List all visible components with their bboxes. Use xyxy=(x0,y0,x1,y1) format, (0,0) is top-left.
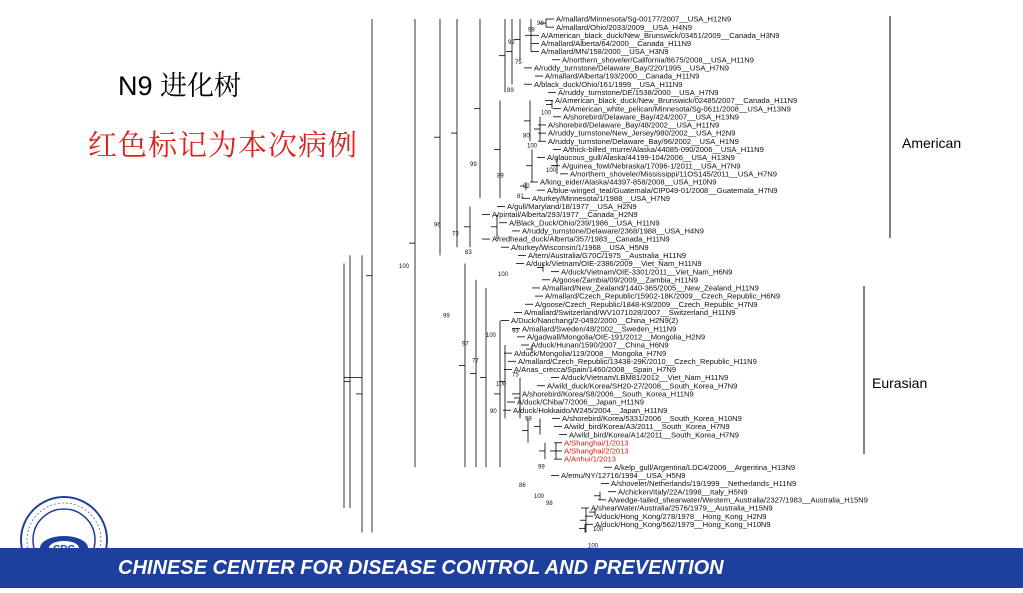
leaf-label: A/duck/Hokkaido/W245/2004__Japan_H11N9 xyxy=(513,405,668,415)
bootstrap-label: 93 xyxy=(512,328,519,335)
leaf-label: A/wedge-tailed_shearwater/Western_Australia/2327/1983__Australia_H15N9 xyxy=(608,495,868,505)
bootstrap-label: 100 xyxy=(588,543,599,548)
leaf-label: A/American_black_duck/New_Brunswick/02485/2007__Canada_H11N9 xyxy=(555,96,798,106)
leaf-label: A/mallard/Minnesota/Sg-00177/2007__USA_H12N9 xyxy=(556,14,732,24)
leaf-label: A/guinea_fowl/Nebraska/17096-1/2011__USA_H7N9 xyxy=(562,161,741,171)
leaf-label: A/Duck/Nanchang/2-0492/2000__China_H2N9(2) xyxy=(511,316,679,326)
slide-subtitle: 红色标记为本次病例 xyxy=(88,130,359,162)
bootstrap-label: 100 xyxy=(498,272,509,279)
leaf-label: A/duck/Vietnam/OIE-3301/2011__Viet_Nam_H6N9 xyxy=(561,267,733,277)
leaf-label: A/Shanghai/1/2013 xyxy=(564,438,629,448)
leaf-label: A/tern/Australia/G70C/1975__Australia_H11N9 xyxy=(528,250,687,260)
bootstrap-label: 96 xyxy=(434,222,441,229)
leaf-label: A/mallard/Ohio/2033/2009__USA_H4N9 xyxy=(556,22,692,32)
leaf-label: A/shorebird/Delaware_Bay/424/2007__USA_H13N9 xyxy=(563,112,740,122)
leaf-label: A/northern_shoveler/Mississippi/11OS145/2011__USA_H7N9 xyxy=(570,169,777,179)
bootstrap-label: 99 xyxy=(443,313,450,320)
bootstrap-label: 80 xyxy=(523,133,530,140)
leaf-label: A/Anas_crecca/Spain/1460/2008__Spain_H7N9 xyxy=(514,365,677,375)
bootstrap-label: 100 xyxy=(527,143,538,150)
leaf-label: A/mallard/Alberta/64/2000__Canada_H11N9 xyxy=(541,39,692,49)
leaf-label: A/pintail/Alberta/293/1977__Canada_H2N9 xyxy=(492,210,638,220)
leaf-label: A/mallard/Czech_Republic/15902-18K/2009__Czech_Republic_H6N9 xyxy=(545,291,781,301)
bootstrap-label: 81 xyxy=(517,193,524,200)
bootstrap-label: 99 xyxy=(525,416,532,423)
bootstrap-label: 75 xyxy=(515,60,522,67)
leaf-label: A/wild_bird/Korea/A14/2011__South_Korea_H7N9 xyxy=(569,430,739,440)
leaf-label: A/glaucous_gull/Alaska/44199-104/2006__USA_H13N9 xyxy=(547,153,735,163)
tree-leaf-labels xyxy=(492,15,868,529)
leaf-label: A/shearWater/Australia/2576/1979__Australia_H15N9 xyxy=(591,503,773,513)
leaf-label: A/ruddy_turnstone/New_Jersey/980/2002__USA_H2N9 xyxy=(548,128,736,138)
american-clade-label: American xyxy=(902,135,962,151)
leaf-label: A/goose/Zambia/09/2009__Zambia_H11N9 xyxy=(552,275,698,285)
bootstrap-label: 98 xyxy=(537,21,544,28)
leaf-label: A/mallard/Alberta/193/2000__Canada_H11N9 xyxy=(545,71,700,81)
leaf-label: A/Black_Duck/Ohio/239/1986__USA_H11N9 xyxy=(509,218,660,228)
leaf-label: A/ruddy_turnstone/Delaware_Bay/220/1995__USA_H7N9 xyxy=(534,63,730,73)
bootstrap-label: 99 xyxy=(470,162,477,169)
bootstrap-label: 100 xyxy=(496,381,507,388)
leaf-label: A/duck/Hunan/1590/2007__China_H6N9 xyxy=(531,340,669,350)
bootstrap-label: 98 xyxy=(546,501,553,508)
bootstrap-label: 89 xyxy=(497,173,504,180)
bootstrap-label: 90 xyxy=(490,409,497,416)
bootstrap-label: 89 xyxy=(507,87,514,94)
leaf-label: A/shorebird/Delaware_Bay/48/2002__USA_H11N9 xyxy=(548,120,720,130)
leaf-label: A/gadwall/Mongolia/OIE-191/2012__Mongolia_H2N9 xyxy=(527,332,706,342)
leaf-label: A/ruddy_turnstone/Delaware/2368/1988__USA_H4N9 xyxy=(522,226,704,236)
leaf-label: A/mallard/MN/158/2000__USA_H3N9 xyxy=(541,47,669,57)
eurasian-clade-label: Eurasian xyxy=(872,375,928,391)
footer-bar xyxy=(0,548,1023,588)
bootstrap-label: 100 xyxy=(486,333,497,340)
footer-text: CHINESE CENTER FOR DISEASE CONTROL AND PREVENTION xyxy=(118,557,724,579)
bootstrap-label: 73 xyxy=(452,231,459,238)
bootstrap-label: 100 xyxy=(593,527,604,534)
bootstrap-label: 99 xyxy=(528,27,535,34)
leaf-label: A/Shanghai/2/2013 xyxy=(564,446,629,456)
leaf-label: A/wild_bird/Korea/A3/2011__South_Korea_H7N9 xyxy=(564,422,730,432)
bootstrap-label: 100 xyxy=(541,110,552,117)
bootstrap-label: 100 xyxy=(534,493,545,500)
bootstrap-label: 100 xyxy=(546,167,557,174)
leaf-label: A/thick-billed_murre/Alaska/44085-090/2006__USA_H11N9 xyxy=(563,145,764,154)
leaf-label: A/gull/Maryland/18/1977__USA_H2N9 xyxy=(507,202,637,212)
leaf-label: A/northern_shoveler/California/8675/2008__USA_H11N9 xyxy=(562,55,754,65)
leaf-label: A/American_black_duck/New_Brunswick/03451/2009__Canada_H3N9 xyxy=(541,30,780,40)
slide-title: N9 进化树 xyxy=(118,71,242,101)
leaf-label: A/emu/NY/12716/1994__USA_H5N9 xyxy=(561,471,686,480)
leaf-label: A/duck/Mongolia/119/2008__Mongolia_H7N9 xyxy=(514,348,667,358)
leaf-label: A/duck/Hong_Kong/562/1979__Hong_Kong_H10N9 xyxy=(595,519,771,529)
leaf-label: A/redhead_duck/Alberta/357/1983__Canada_H11N9 xyxy=(492,234,670,244)
leaf-label: A/duck/Vietnam/OIE-2386/2009__Viet_Nam_H11N9 xyxy=(526,259,702,269)
leaf-label: A/shoveler/Netherlands/19/1999__Netherlands_H11N9 xyxy=(611,479,797,489)
bootstrap-label: 75 xyxy=(512,372,519,379)
leaf-label: A/duck/Hong_Kong/278/1978__Hong_Kong_H2N9 xyxy=(595,511,767,521)
leaf-label: A/duck/Vietnam/LBM81/2012__Viet_Nam_H11N9 xyxy=(561,373,729,383)
bootstrap-label: 83 xyxy=(465,250,472,257)
leaf-label: A/shorebird/Korea/S8/2006__South_Korea_H11N9 xyxy=(522,389,694,399)
bootstrap-label: 92 xyxy=(523,184,530,191)
leaf-label: A/black_duck/Ohio/161/1999__USA_H11N9 xyxy=(534,79,683,89)
leaf-label: A/king_eider/Alaska/44397-858/2008__USA_H10N9 xyxy=(540,177,717,187)
leaf-label: A/mallard/Sweden/48/2002__Sweden_H11N9 xyxy=(522,324,677,334)
leaf-label: A/ruddy_turnstone/DE/1538/2000__USA_H7N9 xyxy=(558,87,719,97)
leaf-label: A/American_white_pelican/Minnesota/Sg-0611/2008__USA_H13N9 xyxy=(563,104,791,114)
leaf-label: A/Anhui/1/2013 xyxy=(564,454,616,464)
bootstrap-label: 77 xyxy=(472,358,479,365)
leaf-label: A/mallard/Czech_Republic/13438-29K/2010__Czech_Republic_H11N9 xyxy=(518,356,757,366)
leaf-label: A/mallard/New_Zealand/1440-365/2005__New_Zealand_H11N9 xyxy=(542,283,759,293)
bootstrap-label: 99 xyxy=(538,464,545,471)
leaf-label: A/turkey/Wisconsin/1/1968__USA_H5N9 xyxy=(511,242,649,252)
bootstrap-label: 86 xyxy=(519,483,526,490)
leaf-label: A/ruddy_turnstone/Delaware_Bay/96/2002__USA_H1N9 xyxy=(548,136,739,146)
leaf-label: A/duck/Chiba/7/2006__Japan_H11N9 xyxy=(517,397,644,407)
bootstrap-label: 97 xyxy=(462,341,469,348)
leaf-label: A/kelp_gull/Argentina/LDC4/2006__Argentina_H13N9 xyxy=(614,462,796,472)
bootstrap-label: 100 xyxy=(399,263,410,270)
leaf-label: A/shorebird/Korea/5331/2006__South_Korea_H10N9 xyxy=(562,413,742,423)
leaf-label: A/blue-winged_teal/Guatemala/CIP049-01/2008__Guatemala_H7N9 xyxy=(547,185,778,195)
leaf-label: A/wild_duck/Korea/SH20-27/2008__South_Korea_H7N9 xyxy=(547,381,738,391)
bootstrap-label: 92 xyxy=(508,39,515,46)
leaf-label: A/mallard/Switzerland/WV1071028/2007__Switzerland_H11N9 xyxy=(524,308,736,317)
leaf-label: A/goose/Czech_Republic/1848-K9/2009__Czech_Republic_H7N9 xyxy=(535,299,758,309)
leaf-label: A/chicken/Italy/22A/1998__Italy_H5N9 xyxy=(618,487,748,497)
leaf-label: A/turkey/Minnesota/1/1988__USA_H7N9 xyxy=(532,193,671,203)
